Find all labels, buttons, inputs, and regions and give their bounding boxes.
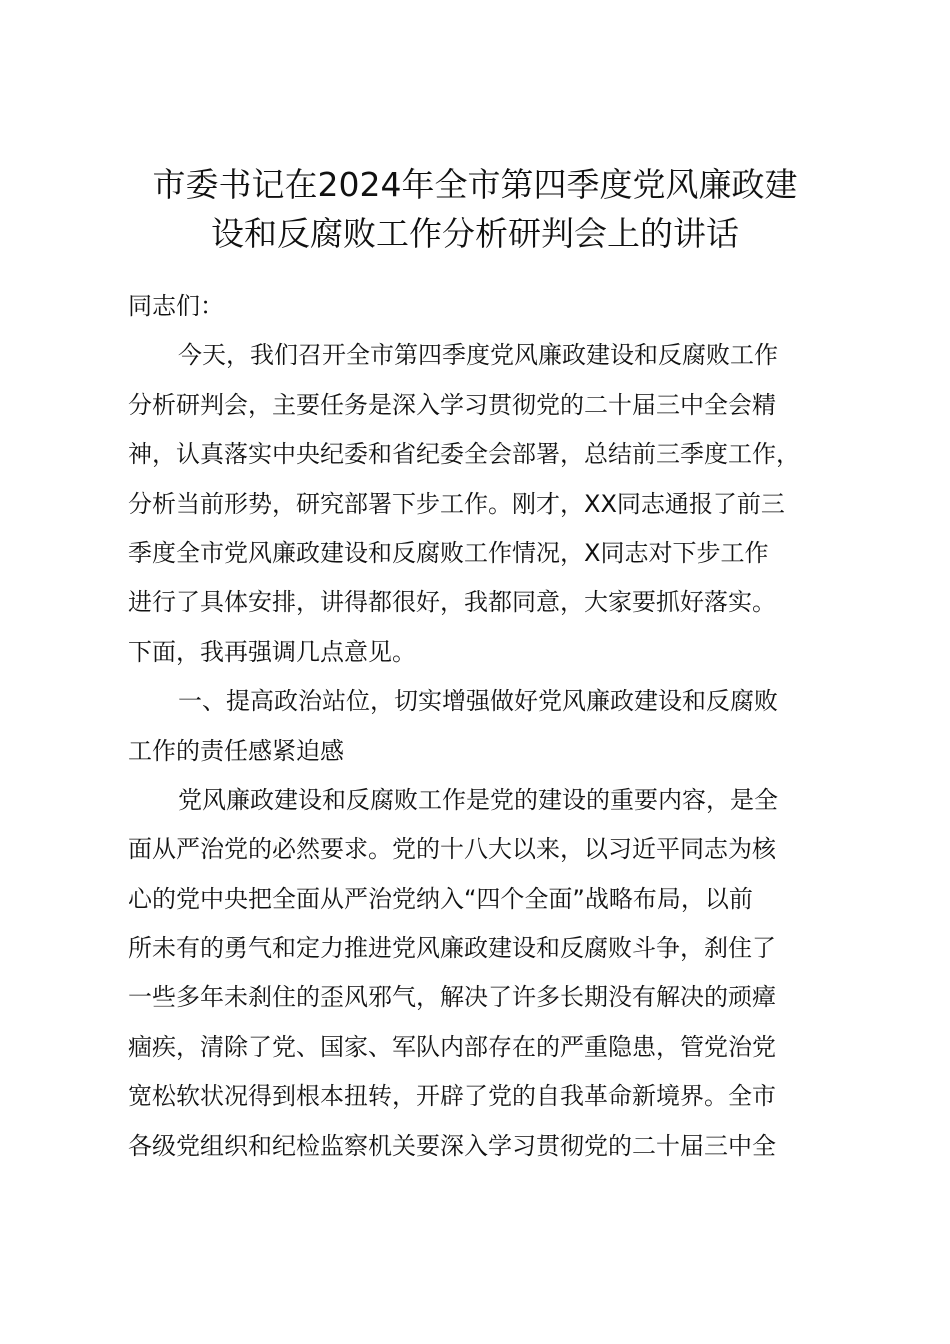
- paragraph-line: 各级党组织和纪检监察机关要深入学习贯彻党的二十届三中全: [128, 1131, 776, 1160]
- section-heading-line: 一、提高政治站位，切实增强做好党风廉政建设和反腐败: [178, 687, 778, 716]
- title-line-1: 市委书记在2024年全市第四季度党风廉政建: [152, 165, 798, 204]
- salutation: 同志们：: [128, 292, 224, 320]
- paragraph-line: 宽松软状况得到根本扭转，开辟了党的自我革命新境界。全市: [128, 1082, 776, 1111]
- paragraph-1: [128, 331, 832, 677]
- paragraph-line: 痼疾，清除了党、国家、军队内部存在的严重隐患，管党治党: [128, 1032, 776, 1061]
- document-title: [110, 160, 840, 258]
- paragraph-line: 今天，我们召开全市第四季度党风廉政建设和反腐败工作: [178, 341, 778, 370]
- paragraph-line: 心的党中央把全面从严治党纳入“四个全面”战略布局，以前: [128, 884, 753, 913]
- paragraph-line: 党风廉政建设和反腐败工作是党的建设的重要内容，是全: [178, 785, 778, 814]
- document-body: [128, 282, 832, 1171]
- paragraph-line: 神，认真落实中央纪委和省纪委全会部署，总结前三季度工作，: [128, 440, 800, 469]
- paragraph-2: [128, 776, 832, 1171]
- title-line-2: 设和反腐败工作分析研判会上的讲话: [211, 214, 739, 253]
- paragraph-line: 分析研判会，主要任务是深入学习贯彻党的二十届三中全会精: [128, 390, 776, 419]
- section-heading-line: 工作的责任感紧迫感: [128, 736, 344, 765]
- paragraph-line: 所未有的勇气和定力推进党风廉政建设和反腐败斗争，刹住了: [128, 934, 776, 963]
- paragraph-line: 进行了具体安排，讲得都很好，我都同意，大家要抓好落实。: [128, 588, 776, 617]
- paragraph-line: 面从严治党的必然要求。党的十八大以来，以习近平同志为核: [128, 835, 776, 864]
- section-1-heading: [128, 677, 832, 776]
- paragraph-line: 分析当前形势，研究部署下步工作。刚才，XX同志通报了前三: [128, 489, 785, 518]
- paragraph-line: 下面，我再强调几点意见。: [128, 637, 416, 666]
- paragraph-line: 季度全市党风廉政建设和反腐败工作情况，X同志对下步工作: [128, 538, 769, 567]
- paragraph-line: 一些多年未刹住的歪风邪气，解决了许多长期没有解决的顽瘴: [128, 983, 776, 1012]
